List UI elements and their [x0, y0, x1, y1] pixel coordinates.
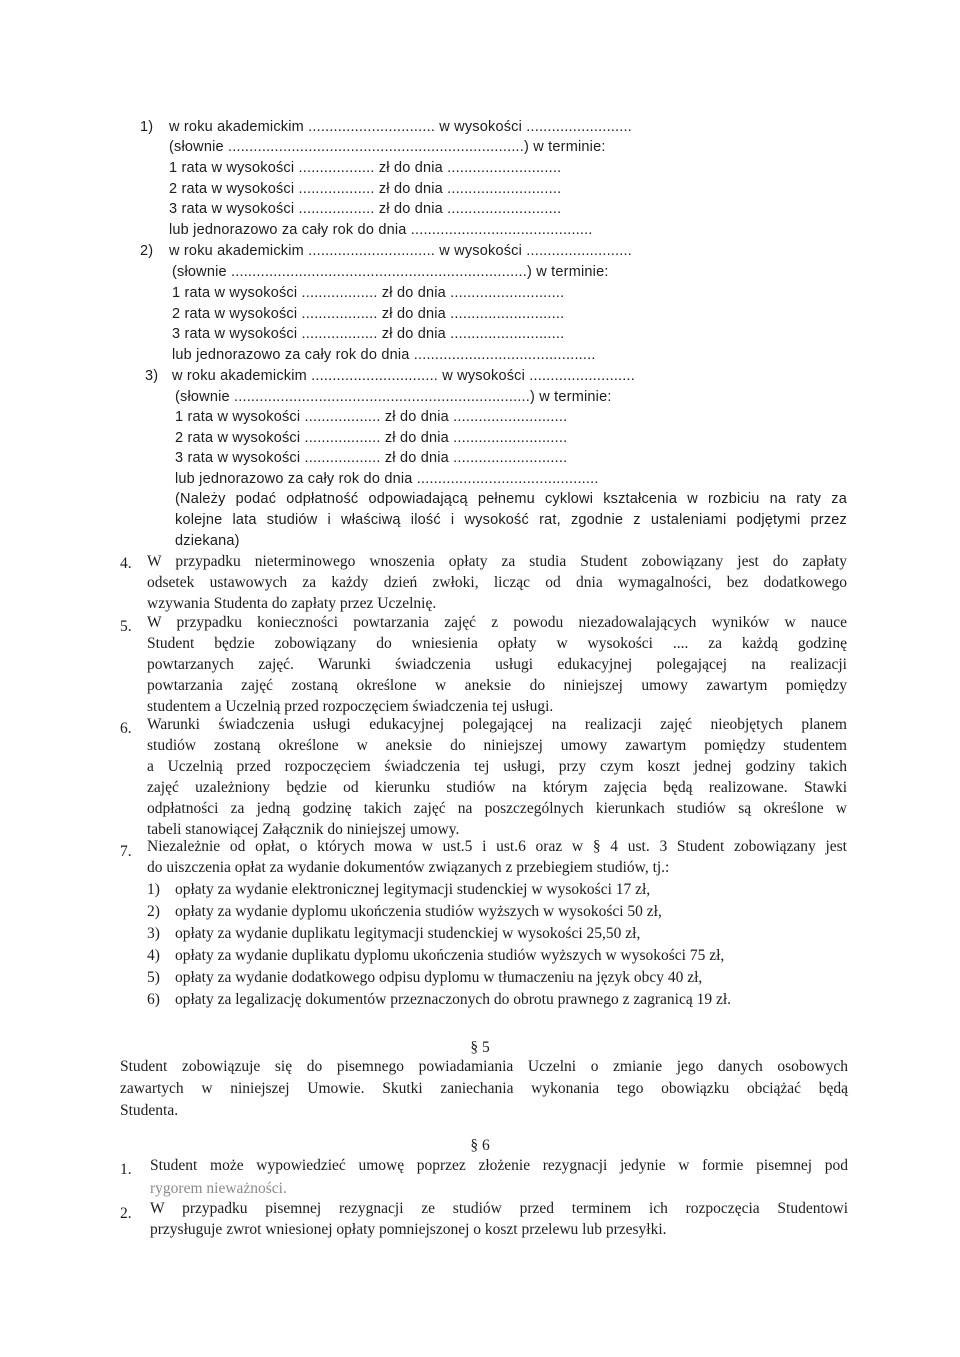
p7-item-6-number: 6) — [147, 991, 160, 1008]
p4-line-3: wzywania Studenta do zapłaty przez Uczelnię. — [147, 595, 437, 612]
note-line-1: (Należy podać odpłatność odpowiadającą pełnemu cyklowi kształcenia w rozbiciu na raty za — [175, 491, 847, 507]
p4-line-1: W przypadku nieterminowego wnoszenia opłaty za studia Student zobowiązany jest do zapłaty — [147, 553, 847, 570]
p5-line-3: powtarzanych zajęć. Warunki świadczenia usługi edukacyjnej polegającej na realizacji — [147, 656, 847, 673]
p7-item-4: opłaty za wydanie duplikatu dyplomu ukończenia studiów wyższych w wysokości 75 zł, — [175, 947, 725, 964]
block-2-rata-1: 1 rata w wysokości .................. zł do dnia ........................... — [172, 285, 565, 301]
p7-item-1: opłaty za wydanie elektronicznej legitymacji studenckiej w wysokości 17 zł, — [175, 881, 651, 898]
p7-item-5: opłaty za wydanie dodatkowego odpisu dyplomu w tłumaczeniu na język obcy 40 zł, — [175, 969, 703, 986]
block-1-rata-1: 1 rata w wysokości .................. zł do dnia ........................... — [169, 160, 562, 176]
block-3-number: 3) — [145, 368, 159, 384]
block-1-lump-sum: lub jednorazowo za cały rok do dnia ........................................... — [169, 222, 593, 238]
p7-item-5-number: 5) — [147, 969, 160, 986]
block-2-rata-3: 3 rata w wysokości .................. zł do dnia ........................... — [172, 326, 565, 342]
block-1-number: 1) — [140, 119, 154, 135]
s5-line-1: Student zobowiązuje się do pisemnego powiadamiania Uczelni o zmianie jego danych osobowych — [120, 1058, 848, 1075]
p5-line-5: studentem a Uczelnią przed rozpoczęciem świadczenia tej usługi. — [147, 698, 554, 715]
note-line-3: dziekana) — [175, 533, 240, 549]
p5-number: 5. — [120, 618, 132, 635]
block-1-year-line: w roku akademickim .............................. w wysokości ......................... — [169, 119, 632, 135]
s6-p2-line-2: przysługuje zwrot wniesionej opłaty pomniejszonej o koszt przelewu lub przesyłki. — [150, 1221, 667, 1238]
s6-p2-line-1: W przypadku pisemnej rezygnacji ze studiów przed terminem ich rozpoczęcia Studentowi — [150, 1200, 848, 1217]
p7-line-1: Niezależnie od opłat, o których mowa w ust.5 i ust.6 oraz w § 4 ust. 3 Student zobowiązany jest — [147, 838, 847, 855]
block-3-lump-sum: lub jednorazowo za cały rok do dnia ........................................... — [175, 471, 599, 487]
block-1-rata-3: 3 rata w wysokości .................. zł do dnia ........................... — [169, 201, 562, 217]
p7-item-3: opłaty za wydanie duplikatu legitymacji studenckiej w wysokości 25,50 zł, — [175, 925, 641, 942]
s6-p1-line-2: rygorem nieważności. — [150, 1180, 287, 1197]
p7-line-2: do uiszczenia opłat za wydanie dokumentów związanych z przebiegiem studiów, tj.: — [147, 859, 670, 876]
s6-p1-number: 1. — [120, 1161, 132, 1178]
block-1-words-line: (słownie ......................................................................) w terminie: — [169, 139, 606, 155]
block-2-year-line: w roku akademickim .............................. w wysokości ......................... — [169, 243, 632, 259]
s5-line-2: zawartych w niniejszej Umowie. Skutki zaniechania wykonania tego obowiązku obciążać będą — [120, 1080, 848, 1097]
section-6-heading: § 6 — [470, 1137, 490, 1154]
p7-item-4-number: 4) — [147, 947, 160, 964]
p6-number: 6. — [120, 720, 132, 737]
p6-line-6: tabeli stanowiącej Załącznik do niniejszej umowy. — [147, 821, 460, 838]
p6-line-4: zajęć uzależniony będzie od kierunku studiów na którym zajęcia będą realizowane. Stawki — [147, 779, 847, 796]
p6-line-2: studiów zostaną określone w aneksie do niniejszej umowy zawartym pomiędzy studentem — [147, 737, 847, 754]
block-3-rata-1: 1 rata w wysokości .................. zł do dnia ........................... — [175, 409, 568, 425]
p5-line-4: powtarzania zajęć zostaną określone w aneksie do niniejszej umowy zawartym pomiędzy — [147, 677, 847, 694]
block-2-lump-sum: lub jednorazowo za cały rok do dnia ........................................... — [172, 347, 596, 363]
s5-line-3: Studenta. — [120, 1102, 179, 1119]
block-1-rata-2: 2 rata w wysokości .................. zł do dnia ........................... — [169, 181, 562, 197]
block-3-year-line: w roku akademickim .............................. w wysokości ......................... — [172, 368, 635, 384]
p7-item-3-number: 3) — [147, 925, 160, 942]
block-2-words-line: (słownie ......................................................................) w terminie: — [172, 264, 609, 280]
p5-line-1: W przypadku konieczności powtarzania zajęć z powodu niezadowalających wyników w nauce — [147, 614, 847, 631]
p7-item-6: opłaty za legalizację dokumentów przeznaczonych do obrotu prawnego z zagranicą 19 zł. — [175, 991, 732, 1008]
block-2-rata-2: 2 rata w wysokości .................. zł do dnia ........................... — [172, 306, 565, 322]
p4-number: 4. — [120, 555, 132, 572]
block-3-rata-2: 2 rata w wysokości .................. zł do dnia ........................... — [175, 430, 568, 446]
p6-line-5: odpłatności za jedną godzinę takich zajęć na poszczególnych kierunkach studiów są określone w — [147, 800, 847, 817]
p6-line-1: Warunki świadczenia usługi edukacyjnej polegającej na realizacji zajęć nieobjętych planem — [147, 716, 847, 733]
p5-line-2: Student będzie zobowiązany do wniesienia opłaty w wysokości .... za każdą godzinę — [147, 635, 847, 652]
p4-line-2: odsetek ustawowych za każdy dzień zwłoki, licząc od dnia wymagalności, bez dodatkowego — [147, 574, 847, 591]
block-3-words-line: (słownie ......................................................................) w terminie: — [175, 389, 612, 405]
p7-item-2-number: 2) — [147, 903, 160, 920]
p7-item-2: opłaty za wydanie dyplomu ukończenia studiów wyższych w wysokości 50 zł, — [175, 903, 662, 920]
block-2-number: 2) — [140, 243, 154, 259]
s6-p1-line-1: Student może wypowiedzieć umowę poprzez złożenie rezygnacji jedynie w formie pisemnej pod — [150, 1157, 848, 1174]
block-3-rata-3: 3 rata w wysokości .................. zł do dnia ........................... — [175, 450, 568, 466]
p7-number: 7. — [120, 843, 132, 860]
note-line-2: kolejne lata studiów i właściwą ilość i wysokość rat, zgodnie z ustaleniami podjętymi przez — [175, 512, 847, 528]
p6-line-3: a Uczelnią przed rozpoczęciem świadczenia tej usługi, przy czym koszt jednej godziny takich — [147, 758, 847, 775]
p7-item-1-number: 1) — [147, 881, 160, 898]
s6-p2-number: 2. — [120, 1205, 132, 1222]
section-5-heading: § 5 — [470, 1039, 490, 1056]
